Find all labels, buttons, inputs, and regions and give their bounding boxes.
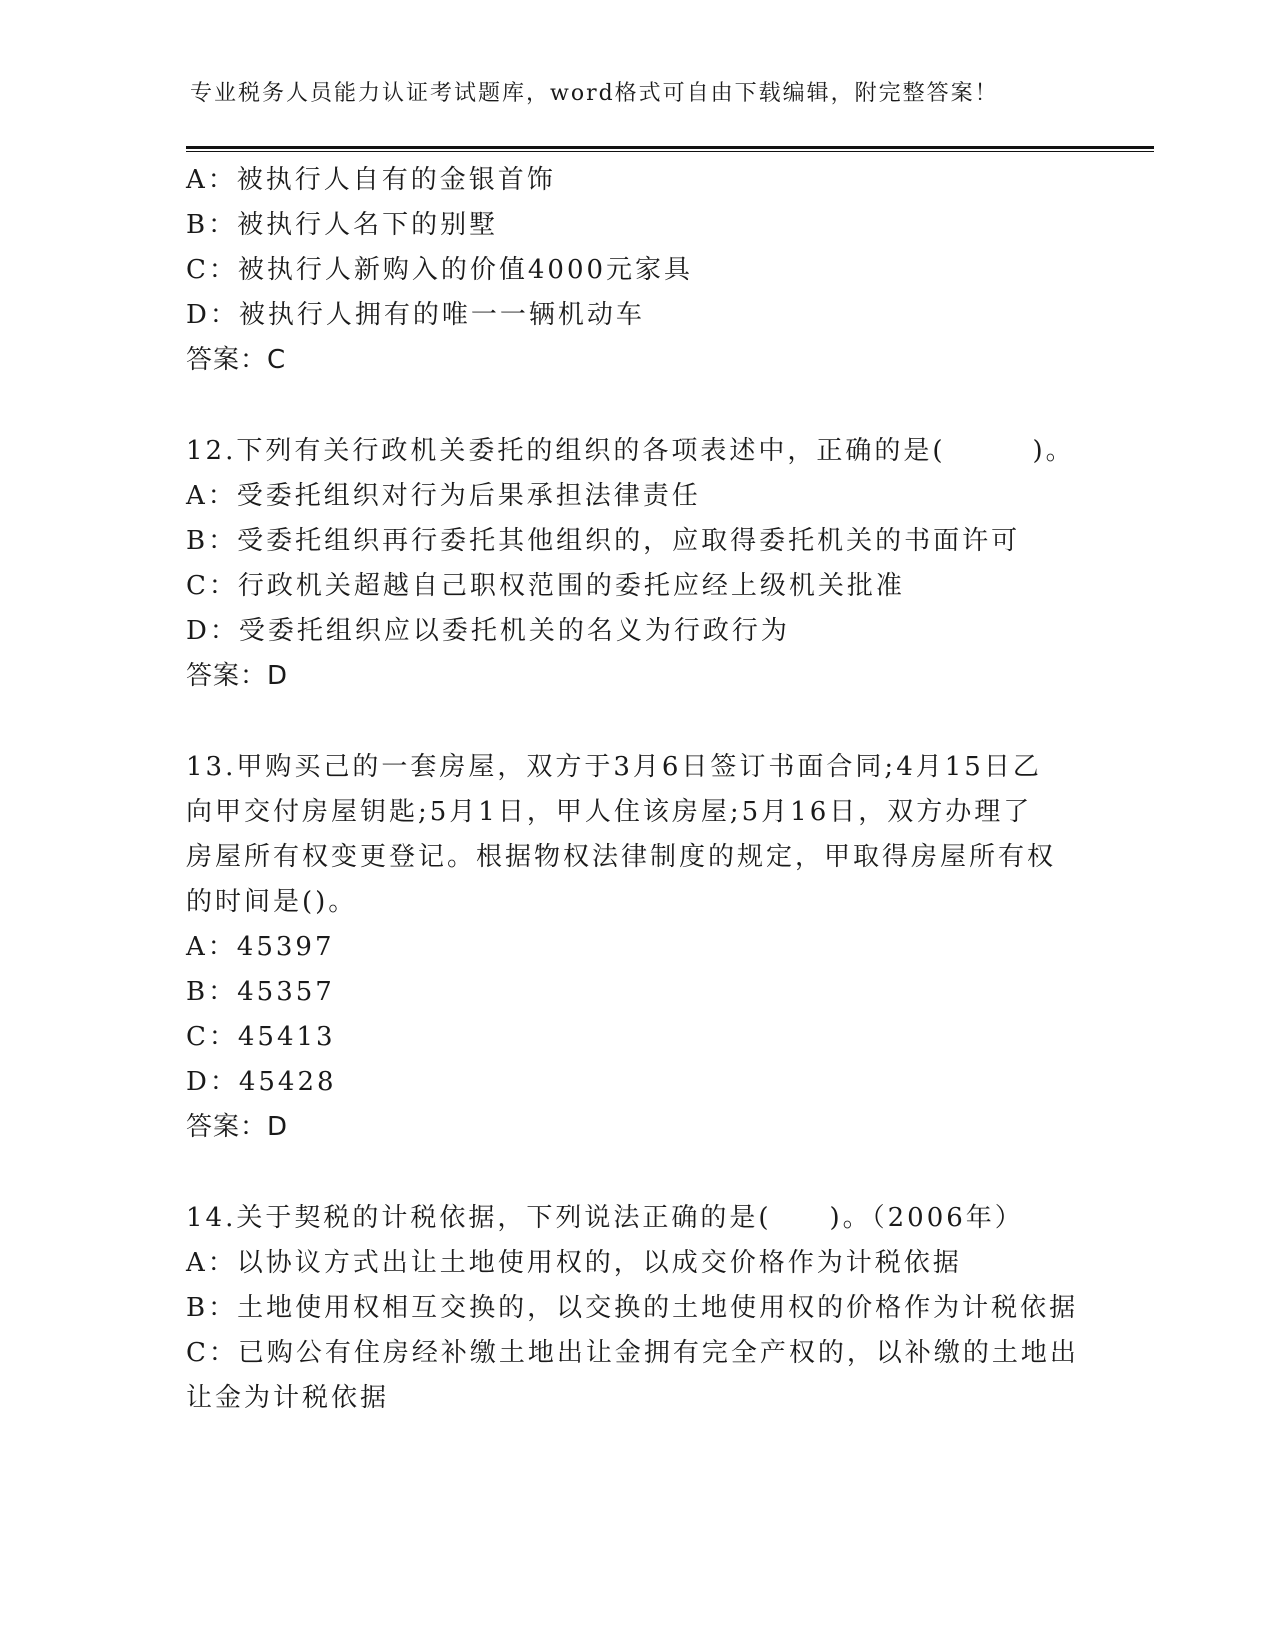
option-c: C：45413: [186, 1022, 336, 1052]
question-block: [186, 745, 1086, 1150]
answer-line: 答案：D: [186, 1112, 289, 1142]
option-a: A：45397: [186, 932, 335, 962]
option-c-continued: 让金为计税依据: [186, 1383, 390, 1413]
option-b: B：被执行人名下的别墅: [186, 210, 499, 240]
question-stem: 12.下列有关行政机关委托的组织的各项表述中，正确的是( )。: [186, 436, 1075, 466]
option-b: B：土地使用权相互交换的，以交换的土地使用权的价格作为计税依据: [186, 1293, 1079, 1323]
option-c: C：已购公有住房经补缴土地出让金拥有完全产权的，以补缴的土地出: [186, 1338, 1079, 1368]
question-stem: 房屋所有权变更登记。根据物权法律制度的规定，甲取得房屋所有权: [186, 842, 1057, 872]
option-d: D：45428: [186, 1067, 337, 1097]
option-b: B：受委托组织再行委托其他组织的，应取得委托机关的书面许可: [186, 526, 1021, 556]
question-stem: 向甲交付房屋钥匙;5月1日，甲人住该房屋;5月16日，双方办理了: [186, 797, 1033, 827]
option-d: D：被执行人拥有的唯一一辆机动车: [186, 300, 645, 330]
option-a: A：以协议方式出让土地使用权的，以成交价格作为计税依据: [186, 1248, 962, 1278]
spacer: [186, 1150, 1086, 1196]
option-d: D：受委托组织应以委托机关的名义为行政行为: [186, 616, 790, 646]
question-block: [186, 1196, 1086, 1421]
spacer: [186, 699, 1086, 745]
spacer: [186, 383, 1086, 429]
answer-line: 答案：C: [186, 345, 287, 375]
option-c: C：被执行人新购入的价值4000元家具: [186, 255, 694, 285]
question-stem: 13.甲购买己的一套房屋，双方于3月6日签订书面合同;4月15日乙: [186, 752, 1042, 782]
header-rule-thin: [186, 151, 1154, 152]
header-rule-thick: [186, 146, 1154, 149]
answer-line: 答案：D: [186, 661, 289, 691]
option-a: A：受委托组织对行为后果承担法律责任: [186, 481, 701, 511]
page-header: 专业税务人员能力认证考试题库，word格式可自由下载编辑，附完整答案！: [190, 81, 999, 106]
question-block: [186, 429, 1086, 699]
question-stem: 14.关于契税的计税依据，下列说法正确的是( )。（2006年）: [186, 1203, 1024, 1233]
question-stem: 的时间是()。: [186, 887, 358, 917]
option-c: C：行政机关超越自己职权范围的委托应经上级机关批准: [186, 571, 905, 601]
question-block: [186, 158, 1086, 383]
option-a: A：被执行人自有的金银首饰: [186, 165, 556, 195]
question-content: [186, 158, 1086, 1421]
option-b: B：45357: [186, 977, 335, 1007]
